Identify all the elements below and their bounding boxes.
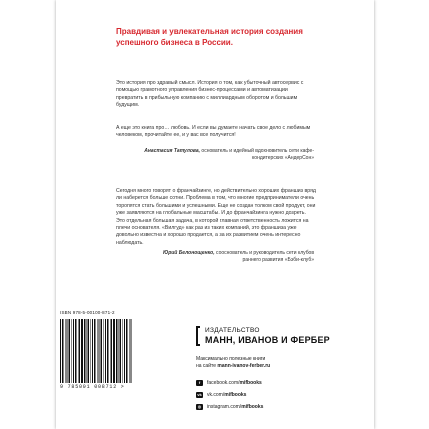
publisher-logo-bracket bbox=[196, 326, 200, 346]
review-text-2: А еще это книга про… любовь. И если вы думаете начать свое дело с любимым человеком, прочитайте ее, и у вас все получится! bbox=[116, 125, 311, 139]
publisher-name: МАНН, ИВАНОВ И ФЕРБЕР bbox=[205, 335, 330, 345]
publisher-small-label: ИЗДАТЕЛЬСТВО bbox=[205, 327, 260, 334]
social-vk-prefix: vk.com/ bbox=[207, 392, 225, 398]
vk-icon: vk bbox=[197, 392, 202, 397]
signature-1-name: Анастасия Татулова, bbox=[144, 148, 201, 154]
instagram-icon: ◎ bbox=[197, 404, 202, 409]
signature-2-name: Юрий Белонощенко, bbox=[162, 250, 215, 256]
review-paragraph-1 bbox=[116, 80, 316, 110]
review-paragraph-3 bbox=[116, 188, 316, 247]
slogan-prefix: на сайте bbox=[196, 363, 218, 369]
headline: Правдивая и увлекательная история создания успешного бизнеса в России. bbox=[116, 27, 303, 47]
facebook-icon: f bbox=[196, 380, 203, 386]
signature-1-role: основатель и идейный вдохновитель сети кафе-кондитерских «АндерСон» bbox=[200, 148, 314, 161]
social-facebook-prefix: facebook.com/ bbox=[207, 380, 240, 386]
signature-2-role: сооснователь и руководитель сети клубов раннего развития «Бэби-клуб» bbox=[214, 250, 314, 263]
social-instagram-handle: mifbooks bbox=[241, 404, 264, 410]
isbn: ISBN 978-5-00100-871-2 bbox=[60, 310, 115, 315]
social-vk-handle: mifbooks bbox=[224, 392, 247, 398]
slogan-line-2 bbox=[196, 363, 270, 370]
social-facebook[interactable] bbox=[196, 379, 346, 387]
barcode-digits: 9 785001 008712 > bbox=[60, 384, 125, 390]
social-instagram-prefix: instagram.com/ bbox=[207, 404, 242, 410]
review-text-3: Сегодня много говорят о франчайзинге, но действительно хороших франшиз вряд ли наберется больше сотни. Проблема в том, что многие предприниматели очень торопятся стать большими и успешными. Еще не создан толком свой продукт, они уже заявляются на глобальные масштабы. И до франчайзинга нужно дозреть. Это отдельная большая задача, в которой главная ответственность ложится на плечи основателя. «Вилгуд» как раз из таких компаний, это франшиза уже довольно известна и хорошо продается, а за их развитием очень интересно наблюдать. bbox=[116, 188, 316, 246]
publisher-site-link[interactable]: mann-ivanov-ferber.ru bbox=[217, 363, 271, 369]
signature-1 bbox=[144, 148, 314, 162]
barcode bbox=[60, 319, 132, 383]
social-facebook-handle: mifbooks bbox=[239, 380, 262, 386]
social-instagram[interactable] bbox=[196, 403, 346, 411]
slogan-line-1: Максимально полезные книги bbox=[196, 356, 266, 362]
review-text-1: Это история про здравый смысл. История о том, как убыточный автосервис с помощью грамотного управления бизнес-процессами и автоматизации превратить в прибыльную компанию с миллиардным оборотом и большим будущим. bbox=[116, 80, 304, 109]
publisher-slogan bbox=[196, 356, 270, 370]
barcode-block bbox=[60, 310, 140, 390]
signature-2 bbox=[144, 250, 314, 264]
review-paragraph-2 bbox=[116, 125, 316, 140]
social-vk[interactable] bbox=[196, 391, 346, 399]
